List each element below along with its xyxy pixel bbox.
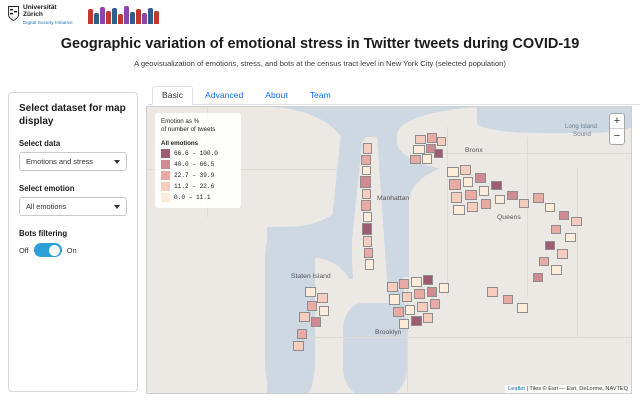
select-emotion-label: Select emotion (19, 184, 75, 193)
leaflet-link[interactable]: Leaflet (508, 386, 525, 392)
bots-filtering-toggle-row (19, 243, 127, 257)
map-label-queens: Queens (497, 214, 521, 221)
legend-entry (161, 171, 235, 180)
tab-basic[interactable]: Basic (152, 86, 193, 105)
legend-entry (161, 149, 235, 158)
attribution-separator: | (524, 386, 530, 392)
legend-title-line2: of number of tweets (161, 125, 216, 133)
zoom-out-button[interactable]: − (613, 130, 621, 142)
uzh-logo-line1: Universität (23, 4, 57, 11)
tab-bar (148, 84, 640, 105)
university-of-zurich-logo (8, 5, 73, 25)
tab-about[interactable]: About (265, 89, 288, 100)
legend-entry (161, 193, 235, 202)
map-label-bronx: Bronx (465, 147, 483, 154)
legend-entry (161, 160, 235, 169)
select-data-value: Emotions and stress (26, 157, 93, 166)
legend-swatch (161, 149, 170, 158)
chevron-down-icon (114, 160, 120, 164)
page-subtitle: A geovisualization of emotions, stress, and bots at the census tract level in New York City (selected population) (134, 59, 506, 68)
legend-range: 22.7 – 39.9 (174, 171, 215, 179)
legend-subtitle: All emotions (161, 139, 199, 147)
legend-range: 40.0 – 66.5 (174, 160, 215, 168)
select-emotion-value: All emotions (26, 202, 67, 211)
page-title: Geographic variation of emotional stress in Twitter tweets during COVID-19 (60, 36, 580, 52)
legend-range: 0.0 – 11.1 (174, 193, 211, 201)
toggle-knob (49, 245, 60, 256)
map-label-manhattan: Manhattan (377, 195, 410, 202)
legend-range: 11.2 – 22.6 (174, 182, 215, 190)
legend-title-line1: Emotion as % (161, 118, 200, 125)
map-legend (155, 113, 241, 208)
map-canvas[interactable] (146, 106, 632, 394)
map-label-long-island: Long Island (565, 123, 597, 130)
tab-advanced[interactable]: Advanced (205, 89, 244, 100)
tab-team[interactable]: Team (309, 89, 331, 100)
select-data-dropdown[interactable] (19, 152, 127, 171)
page-header (0, 0, 640, 34)
panel-title: Select dataset for map display (19, 103, 126, 127)
dataset-panel (8, 92, 138, 392)
title-block (0, 36, 640, 68)
legend-swatch (161, 182, 170, 191)
toggle-on-label: On (66, 245, 77, 255)
bots-filtering-toggle[interactable] (34, 243, 62, 257)
legend-entry (161, 182, 235, 191)
dsi-people-logo (88, 4, 159, 24)
select-data-label: Select data (19, 139, 61, 148)
uzh-logo-line3: Digital Society Initiative (23, 19, 73, 25)
map-label-brooklyn: Brooklyn (375, 329, 402, 336)
uzh-shield-svg (8, 6, 19, 21)
legend-swatch (161, 193, 170, 202)
uzh-logo-text (23, 5, 73, 25)
legend-swatch (161, 171, 170, 180)
toggle-off-label: Off (19, 245, 29, 255)
map-attribution (505, 385, 631, 393)
uzh-logo-line2: Zürich (23, 10, 43, 18)
zoom-in-button[interactable]: + (610, 114, 624, 129)
select-emotion-dropdown[interactable] (19, 197, 127, 216)
bots-filtering-label: Bots filtering (19, 229, 68, 238)
map-label-sound: Sound (573, 131, 591, 138)
map-zoom-control (609, 113, 625, 145)
map-label-staten-island: Staten Island (291, 273, 331, 280)
legend-range: 66.6 – 100.0 (174, 149, 218, 157)
uzh-shield-icon (8, 6, 19, 21)
tiles-attribution: Tiles © Esri — Esri, DeLorme, NAVTEQ (529, 386, 628, 392)
legend-swatch (161, 160, 170, 169)
chevron-down-icon (114, 205, 120, 209)
